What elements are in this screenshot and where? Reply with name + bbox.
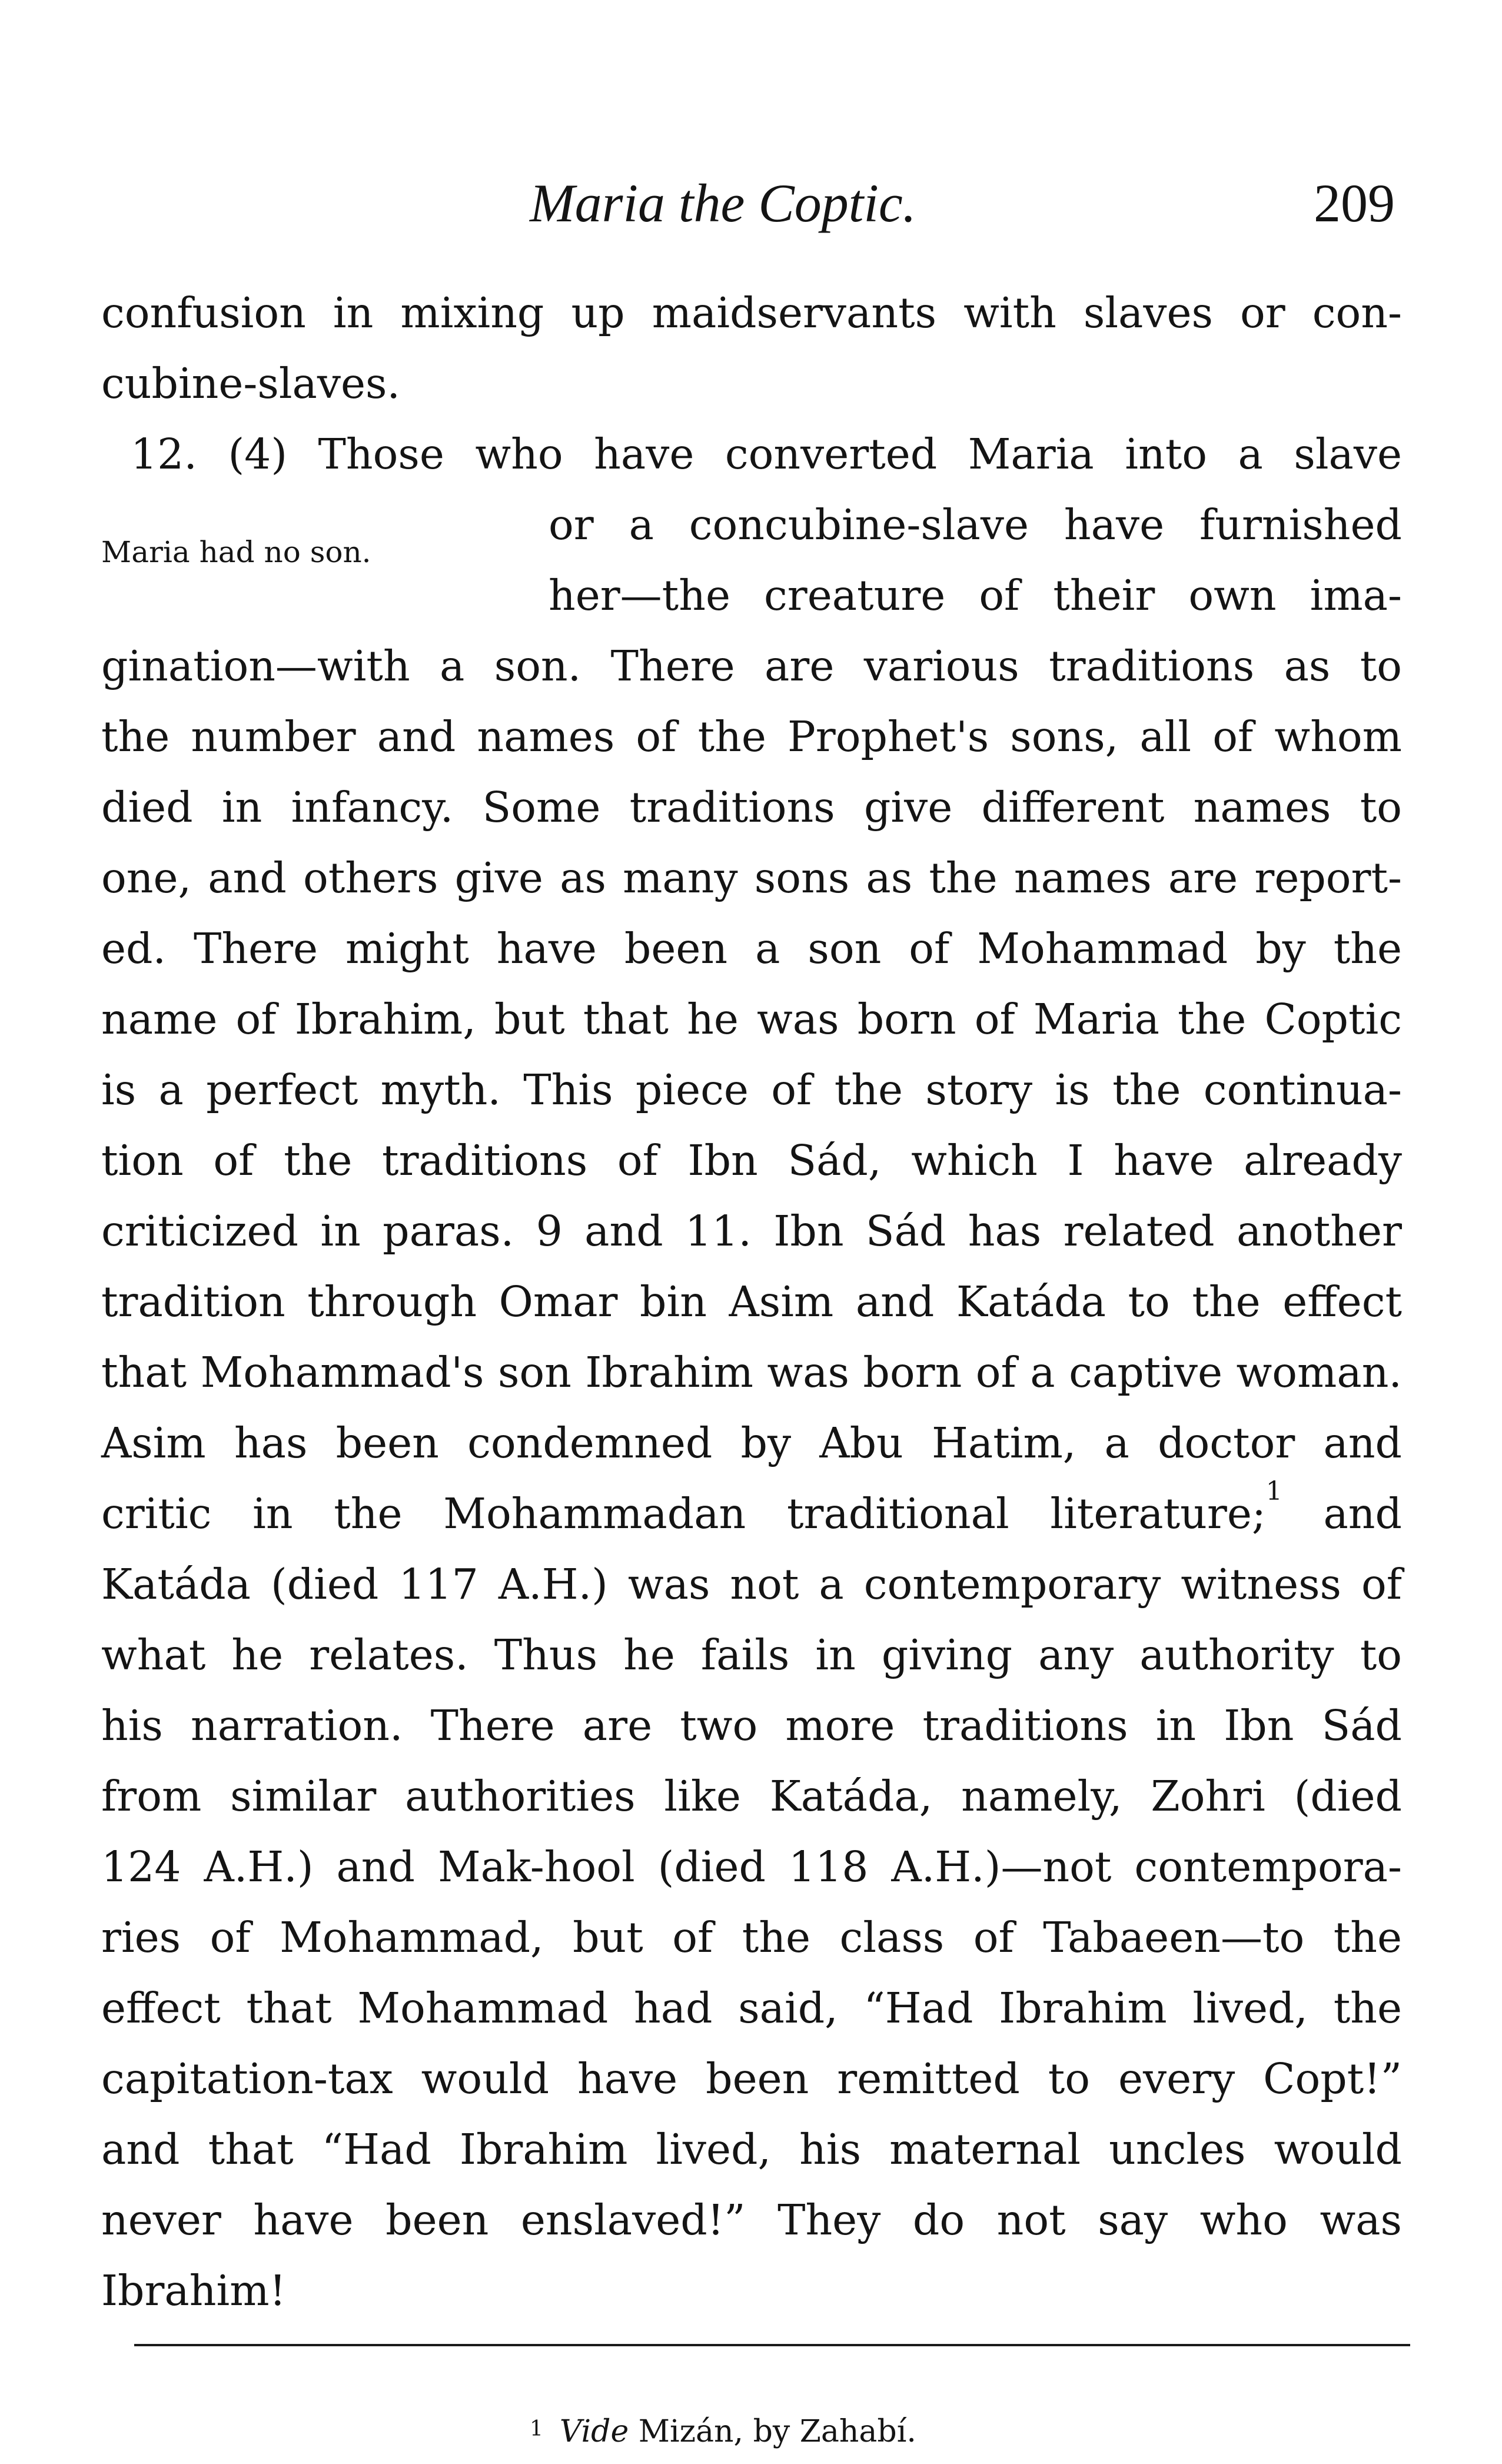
text-line: Katáda (died 117 A.H.) was not a contemporary witness of [101,1560,1402,1609]
text-segment: critic in the Mohammadan traditional literature; [101,1489,1266,1538]
text-line: cubine-slaves. [101,359,400,408]
text-line: is a perfect myth. This piece of the story is the continua- [101,1065,1402,1114]
text-line: effect that Mohammad had said, “Had Ibrahim lived, the [101,1984,1402,2033]
page-number: 209 [1314,173,1395,233]
text-line: from similar authorities like Katáda, namely, Zohri (died [101,1772,1402,1821]
text-line: criticized in paras. 9 and 11. Ibn Sád has related another [101,1207,1402,1256]
text-line: confusion in mixing up maidservants with slaves or con- [101,288,1402,337]
text-line: one, and others give as many sons as the names are report- [101,854,1402,902]
footnote-divider [134,2344,1410,2346]
text-segment: and [1282,1489,1402,1538]
text-line: tradition through Omar bin Asim and Katáda to the effect [101,1277,1402,1326]
text-line: died in infancy. Some traditions give different names to [101,783,1402,832]
body-text [101,278,1402,2326]
running-title: Maria the Coptic. [530,173,916,233]
footnote-text: Mizán, by Zahabí. [629,2414,916,2449]
text-line-with-footnote-ref [101,1476,1402,1549]
text-line: ries of Mohammad, but of the class of Tabaeen—to the [101,1913,1402,1962]
text-line: 124 A.H.) and Mak-hool (died 118 A.H.)—not contempora- [101,1842,1402,1891]
text-line: her—the creature of their own ima- [549,571,1402,620]
text-line: the number and names of the Prophet's sons, all of whom [101,712,1402,761]
running-head [530,171,1395,235]
text-line: never have been enslaved!” They do not say who was [101,2196,1402,2244]
text-line: capitation-tax would have been remitted to every Copt!” [101,2054,1402,2103]
text-line: name of Ibrahim, but that he was born of Maria the Coptic [101,995,1402,1044]
text-line: tion of the traditions of Ibn Sád, which I have already [101,1136,1402,1185]
text-line: gination—with a son. There are various traditions as to [101,642,1402,690]
text-line: Ibrahim! [101,2266,287,2315]
footnote-reference[interactable]: 1 [1265,1476,1282,1506]
text-line: and that “Had Ibrahim lived, his maternal uncles would [101,2125,1402,2174]
text-line: 12. (4) Those who have converted Maria into a slave [131,430,1402,479]
text-line: what he relates. Thus he fails in giving any authority to [101,1631,1402,1679]
text-line: ed. There might have been a son of Mohammad by the [101,924,1402,973]
text-line: or a concubine-slave have furnished [549,500,1402,549]
footnote-vide: Vide [559,2414,629,2449]
text-line: that Mohammad's son Ibrahim was born of a captive woman. [101,1348,1402,1397]
text-line: Asim has been condemned by Abu Hatim, a doctor and [101,1419,1402,1467]
footnote-mark: 1 [530,2417,543,2441]
footnote [530,2411,916,2452]
text-line: his narration. There are two more traditions in Ibn Sád [101,1701,1402,1750]
margin-sidenote: Maria had no son. [101,535,371,569]
